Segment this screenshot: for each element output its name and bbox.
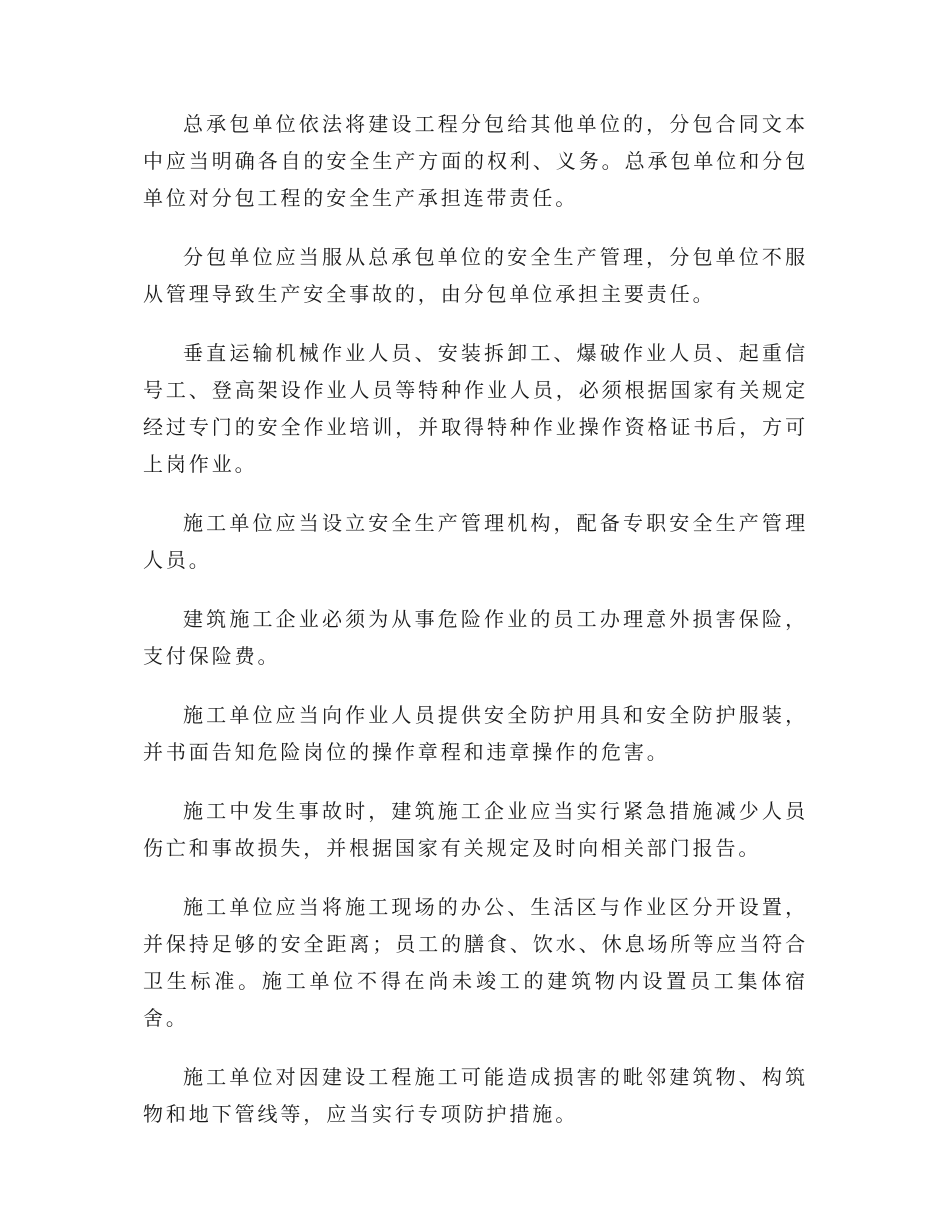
- paragraph-accident-insurance: 建筑施工企业必须为从事危险作业的员工办理意外损害保险，支付保险费。: [143, 607, 808, 668]
- paragraph-protective-equipment: 施工单位应当向作业人员提供安全防护用具和安全防护服装，并书面告知危险岗位的操作章程和违章操作的危害。: [143, 703, 808, 764]
- paragraph-safety-management-body: 施工单位应当设立安全生产管理机构，配备专职安全生产管理人员。: [143, 511, 808, 572]
- paragraph-accident-response: 施工中发生事故时，建筑施工企业应当实行紧急措施减少人员伤亡和事故损失，并根据国家有关规定及时向相关部门报告。: [143, 799, 808, 860]
- paragraph-site-zoning: 施工单位应当将施工现场的办公、生活区与作业区分开设置，并保持足够的安全距离；员工的膳食、饮水、休息场所等应当符合卫生标准。施工单位不得在尚未竣工的建筑物内设置员工集体宿舍。: [143, 895, 808, 1030]
- document-body: [143, 106, 808, 1155]
- paragraph-subcontract-obedience: 分包单位应当服从总承包单位的安全生产管理，分包单位不服从管理导致生产安全事故的，由分包单位承担主要责任。: [143, 245, 808, 306]
- paragraph-adjacent-protection: 施工单位对因建设工程施工可能造成损害的毗邻建筑物、构筑物和地下管线等，应当实行专项防护措施。: [143, 1065, 808, 1126]
- paragraph-special-operators: 垂直运输机械作业人员、安装拆卸工、爆破作业人员、起重信号工、登高架设作业人员等特种作业人员，必须根据国家有关规定经过专门的安全作业培训，并取得特种作业操作资格证书后，方可上岗作业。: [143, 341, 808, 476]
- paragraph-subcontract-contract: 总承包单位依法将建设工程分包给其他单位的，分包合同文本中应当明确各自的安全生产方面的权利、义务。总承包单位和分包单位对分包工程的安全生产承担连带责任。: [143, 112, 808, 210]
